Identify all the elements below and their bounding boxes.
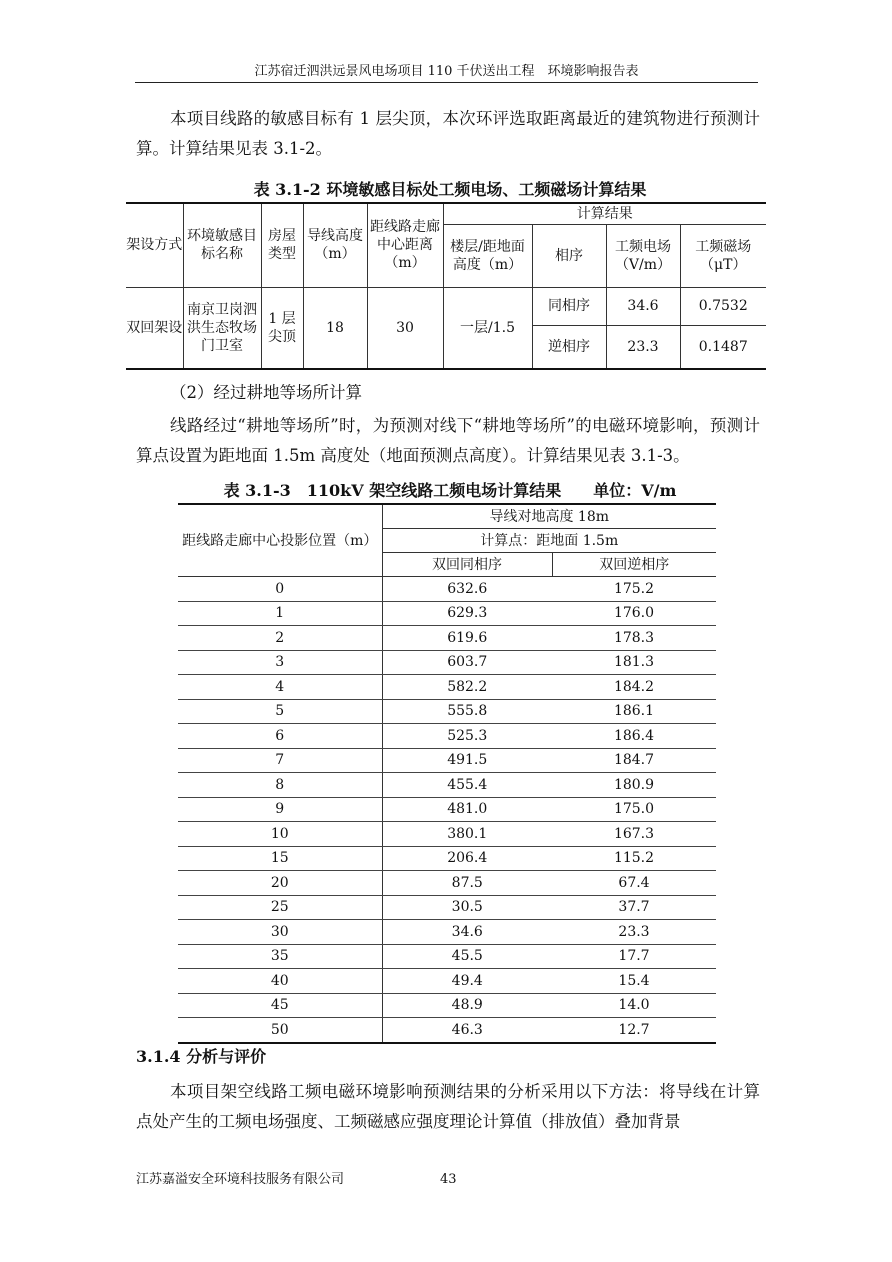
subsection-paragraph: （2）经过耕地等场所计算	[170, 383, 362, 402]
col-target: 环境敏感目标名称	[183, 203, 261, 287]
cell-position: 15	[178, 846, 382, 871]
cell-position: 2	[178, 626, 382, 651]
col-efield: 工频电场（V/m）	[606, 224, 680, 287]
efield-table-body	[178, 577, 716, 1043]
table-row	[178, 871, 716, 896]
table-3-1-2-caption: 表 3.1-2 环境敏感目标处工频电场、工频磁场计算结果	[253, 180, 647, 199]
cell-same-phase: 46.3	[382, 1018, 552, 1043]
cell-reverse-phase: 67.4	[552, 871, 716, 896]
cell-efield: 23.3	[606, 325, 680, 369]
cell-reverse-phase: 17.7	[552, 944, 716, 969]
cell-same-phase: 619.6	[382, 626, 552, 651]
analysis-paragraph: 本项目架空线路工频电磁环境影响预测结果的分析采用以下方法：将导线在计算点处产生的工频电场强度、工频磁感应强度理论计算值（排放值）叠加背景	[136, 1082, 760, 1131]
cell-position: 20	[178, 871, 382, 896]
table-row	[178, 944, 716, 969]
cell-same-phase: 380.1	[382, 822, 552, 847]
cell-same-phase: 30.5	[382, 895, 552, 920]
table-row	[178, 748, 716, 773]
cell-position: 8	[178, 773, 382, 798]
cell-position: 5	[178, 699, 382, 724]
cell-position: 3	[178, 650, 382, 675]
cell-same-phase: 34.6	[382, 920, 552, 945]
cell-reverse-phase: 176.0	[552, 601, 716, 626]
cell-position: 45	[178, 993, 382, 1018]
efield-table	[178, 503, 716, 1044]
cell-position: 30	[178, 920, 382, 945]
page-header: 江苏宿迁泗洪远景风电场项目 110 千伏送出工程 环境影响报告表	[135, 62, 758, 83]
cell-reverse-phase: 12.7	[552, 1018, 716, 1043]
cell-reverse-phase: 14.0	[552, 993, 716, 1018]
cell-position: 35	[178, 944, 382, 969]
table-3-1-3-caption: 表 3.1-3 110kV 架空线路工频电场计算结果 单位：V/m	[223, 481, 677, 500]
cell-reverse-phase: 175.0	[552, 797, 716, 822]
section-heading: 3.1.4 分析与评价	[136, 1047, 267, 1066]
cell-reverse-phase: 178.3	[552, 626, 716, 651]
col-distance: 距线路走廊中心距离（m）	[367, 203, 443, 287]
cell-phase: 逆相序	[532, 325, 606, 369]
cell-reverse-phase: 175.2	[552, 577, 716, 602]
col-result: 计算结果	[443, 203, 766, 224]
cell-reverse-phase: 167.3	[552, 822, 716, 847]
cell-same-phase: 582.2	[382, 675, 552, 700]
col-method: 架设方式	[126, 203, 183, 287]
cell-same-phase: 491.5	[382, 748, 552, 773]
col-height: 导线高度（m）	[303, 203, 367, 287]
table-row	[178, 969, 716, 994]
intro-paragraph: 本项目线路的敏感目标有 1 层尖顶，本次环评选取距离最近的建筑物进行预测计算。计算结果见表 3.1-2。	[136, 109, 760, 158]
cell-floor: 一层/1.5	[443, 287, 532, 369]
cell-reverse-phase: 186.1	[552, 699, 716, 724]
cell-reverse-phase: 186.4	[552, 724, 716, 749]
col-bfield: 工频磁场（μT）	[680, 224, 766, 287]
table-row	[178, 699, 716, 724]
col-position: 距线路走廊中心投影位置（m）	[178, 504, 382, 577]
cell-same-phase: 632.6	[382, 577, 552, 602]
col-same-phase: 双回同相序	[382, 553, 552, 577]
table-row	[178, 993, 716, 1018]
cell-same-phase: 45.5	[382, 944, 552, 969]
cell-reverse-phase: 181.3	[552, 650, 716, 675]
cell-same-phase: 48.9	[382, 993, 552, 1018]
col-conductor-height: 导线对地高度 18m	[382, 504, 716, 529]
table-row	[178, 650, 716, 675]
table-row	[178, 675, 716, 700]
farmland-paragraph: 线路经过“耕地等场所”时，为预测对线下“耕地等场所”的电磁环境影响，预测计算点设置为距地面 1.5m 高度处（地面预测点高度）。计算结果见表 3.1-3。	[136, 416, 760, 465]
cell-same-phase: 455.4	[382, 773, 552, 798]
table-row	[178, 846, 716, 871]
cell-position: 50	[178, 1018, 382, 1043]
cell-method: 双回架设	[126, 287, 183, 369]
cell-efield: 34.6	[606, 287, 680, 325]
table-row	[178, 895, 716, 920]
cell-same-phase: 629.3	[382, 601, 552, 626]
table-row	[178, 920, 716, 945]
cell-position: 10	[178, 822, 382, 847]
col-calc-point: 计算点：距地面 1.5m	[382, 529, 716, 553]
cell-same-phase: 525.3	[382, 724, 552, 749]
cell-reverse-phase: 115.2	[552, 846, 716, 871]
table-row	[178, 724, 716, 749]
cell-same-phase: 555.8	[382, 699, 552, 724]
table-row	[178, 1018, 716, 1043]
cell-same-phase: 481.0	[382, 797, 552, 822]
sensitive-target-table	[126, 202, 766, 370]
cell-position: 9	[178, 797, 382, 822]
cell-reverse-phase: 180.9	[552, 773, 716, 798]
cell-same-phase: 87.5	[382, 871, 552, 896]
cell-phase: 同相序	[532, 287, 606, 325]
col-floor: 楼层/距地面高度（m）	[443, 224, 532, 287]
cell-target: 南京卫岗泗洪生态牧场门卫室	[183, 287, 261, 369]
cell-position: 0	[178, 577, 382, 602]
cell-position: 25	[178, 895, 382, 920]
cell-house: 1 层尖顶	[261, 287, 303, 369]
cell-same-phase: 206.4	[382, 846, 552, 871]
table-row	[178, 577, 716, 602]
cell-same-phase: 603.7	[382, 650, 552, 675]
table-row	[178, 822, 716, 847]
page-number: 43	[440, 1172, 457, 1187]
cell-position: 6	[178, 724, 382, 749]
cell-position: 1	[178, 601, 382, 626]
table-row	[178, 773, 716, 798]
table-row	[178, 601, 716, 626]
cell-position: 4	[178, 675, 382, 700]
cell-bfield: 0.1487	[680, 325, 766, 369]
cell-position: 7	[178, 748, 382, 773]
cell-bfield: 0.7532	[680, 287, 766, 325]
cell-reverse-phase: 37.7	[552, 895, 716, 920]
cell-same-phase: 49.4	[382, 969, 552, 994]
col-phase: 相序	[532, 224, 606, 287]
footer-company: 江苏嘉溢安全环境科技服务有限公司	[136, 1172, 345, 1187]
table-row	[178, 797, 716, 822]
cell-reverse-phase: 15.4	[552, 969, 716, 994]
cell-reverse-phase: 184.7	[552, 748, 716, 773]
cell-reverse-phase: 184.2	[552, 675, 716, 700]
cell-height: 18	[303, 287, 367, 369]
col-house: 房屋类型	[261, 203, 303, 287]
cell-distance: 30	[367, 287, 443, 369]
col-reverse-phase: 双回逆相序	[552, 553, 716, 577]
table-row	[178, 626, 716, 651]
cell-position: 40	[178, 969, 382, 994]
cell-reverse-phase: 23.3	[552, 920, 716, 945]
